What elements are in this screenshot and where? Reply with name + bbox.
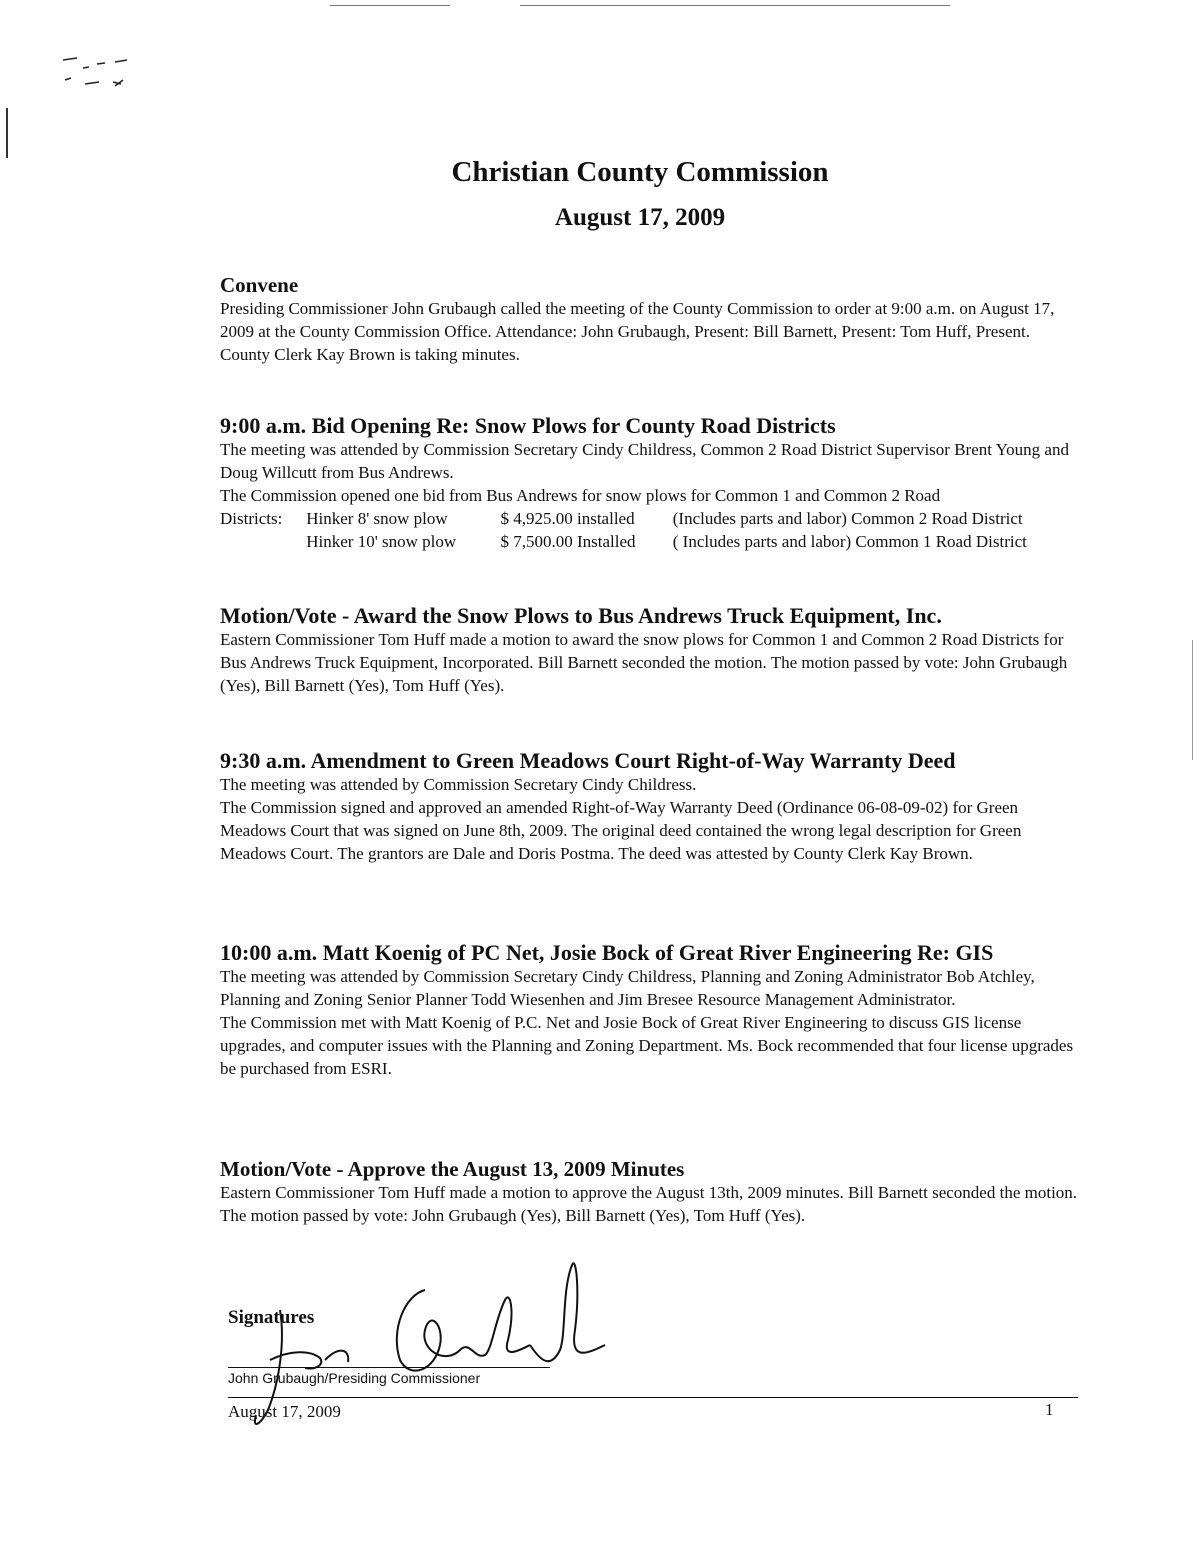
- footer-rule: [228, 1397, 1078, 1398]
- section-heading: Motion/Vote - Award the Snow Plows to Bus Andrews Truck Equipment, Inc.: [220, 603, 942, 628]
- bid-price: $ 7,500.00 Installed: [500, 532, 636, 551]
- scan-top-line: [520, 5, 950, 6]
- section-heading: Convene: [220, 273, 299, 297]
- section-body: The meeting was attended by Commission Secretary Cindy Childress, Planning and Zoning Administrator Bob Atchley, Planning and Zoning Senior Planner Todd Wiesenhen and Jim Bresee Resource Management Administrator.: [220, 967, 1035, 1009]
- section-amendment: [220, 749, 1080, 865]
- document-title: Christian County Commission: [451, 156, 829, 188]
- section-convene: [220, 273, 1080, 366]
- section-body: The Commission met with Matt Koenig of P.C. Net and Josie Bock of Great River Engineering to discuss GIS license upgrades, and computer issues with the Planning and Zoning Department. Ms. Bock recommended that four license upgrades be purchased from ESRI.: [220, 1013, 1074, 1078]
- signer-caption: John Grubaugh/Presiding Commissioner: [228, 1370, 481, 1386]
- bid-row: [220, 507, 1080, 530]
- footer-date: August 17, 2009: [228, 1402, 341, 1421]
- section-heading: 9:30 a.m. Amendment to Green Meadows Court Right-of-Way Warranty Deed: [220, 748, 956, 773]
- bid-note: ( Includes parts and labor) Common 1 Road District: [672, 532, 1027, 551]
- bid-price: $ 4,925.00 installed: [500, 509, 635, 528]
- section-body: The meeting was attended by Commission Secretary Cindy Childress, Common 2 Road District Supervisor Brent Young and Doug Willcutt from Bus Andrews.: [220, 440, 1069, 482]
- bid-note: (Includes parts and labor) Common 2 Road District: [672, 509, 1023, 528]
- scan-artifact-marks: [55, 50, 145, 110]
- scan-edge-mark: [6, 108, 8, 158]
- page-number: 1: [1045, 1400, 1054, 1419]
- document-date: August 17, 2009: [554, 204, 726, 231]
- section-body: The Commission signed and approved an amended Right-of-Way Warranty Deed (Ordinance 06-08-09-02) for Green Meadows Court that was signed on June 8th, 2009. The original deed contained the wrong legal description for Green Meadows Court. The grantors are Dale and Doris Postma. The deed was attested by County Clerk Kay Brown.: [220, 798, 1022, 863]
- section-body: Eastern Commissioner Tom Huff made a motion to award the snow plows for Common 1 and Common 2 Road Districts for Bus Andrews Truck Equipment, Incorporated. Bill Barnett seconded the motion. The motion passed by vote: John Grubaugh (Yes), Bill Barnett (Yes), Tom Huff (Yes).: [220, 630, 1068, 695]
- section-body: Eastern Commissioner Tom Huff made a motion to approve the August 13th, 2009 minutes. Bill Barnett seconded the motion. The motion passed by vote: John Grubaugh (Yes), Bill Barnett (Yes), Tom Huff (Yes).: [220, 1183, 1078, 1225]
- signatures-label: Signatures: [228, 1307, 315, 1328]
- bid-item: Hinker 10' snow plow: [306, 532, 457, 551]
- section-motion-plows: [220, 604, 1080, 697]
- scan-top-line: [330, 5, 450, 6]
- section-bid-opening: [220, 414, 1080, 553]
- section-motion-minutes: [220, 1157, 1080, 1227]
- section-body: The Commission opened one bid from Bus Andrews for snow plows for Common 1 and Common 2 Road: [220, 486, 941, 505]
- bid-prefix: Districts:: [220, 509, 283, 528]
- bid-item: Hinker 8' snow plow: [306, 509, 448, 528]
- section-heading: 10:00 a.m. Matt Koenig of PC Net, Josie Bock of Great River Engineering Re: GIS: [220, 940, 994, 965]
- scan-edge-mark: [1192, 640, 1193, 760]
- section-gis: [220, 941, 1080, 1080]
- section-heading: Motion/Vote - Approve the August 13, 2009 Minutes: [220, 1157, 685, 1181]
- bid-row: [220, 530, 1080, 553]
- section-body: Presiding Commissioner John Grubaugh called the meeting of the County Commission to order at 9:00 a.m. on August 17, 2009 at the County Commission Office. Attendance: John Grubaugh, Present: Bill Barnett, Present: Tom Huff, Present. County Clerk Kay Brown is taking minutes.: [220, 299, 1055, 364]
- section-body: The meeting was attended by Commission Secretary Cindy Childress.: [220, 775, 697, 794]
- section-heading: 9:00 a.m. Bid Opening Re: Snow Plows for County Road Districts: [220, 413, 836, 438]
